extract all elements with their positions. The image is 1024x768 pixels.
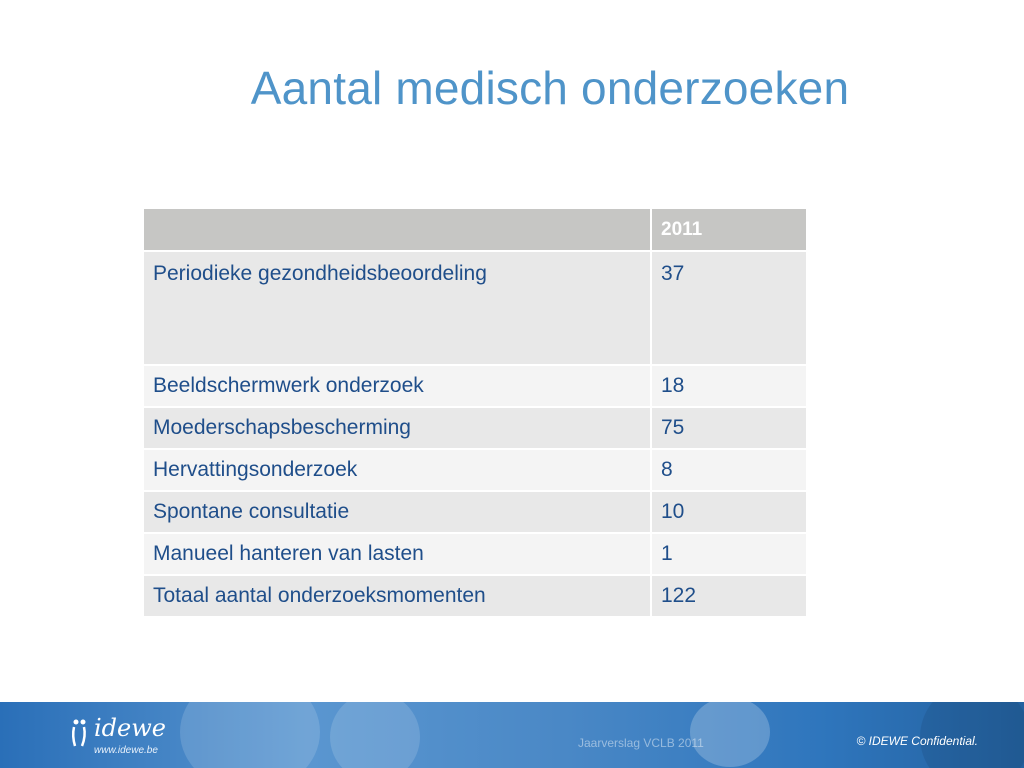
- table-row-total: [143, 575, 807, 617]
- row-value: 37: [651, 251, 807, 365]
- table-row: [143, 449, 807, 491]
- idewe-logo-icon: [70, 718, 90, 748]
- row-value: 122: [651, 575, 807, 617]
- logo-text: idewe: [94, 714, 166, 742]
- row-value: 75: [651, 407, 807, 449]
- slide-title: Aantal medisch onderzoeken: [250, 61, 850, 114]
- row-label: Periodieke gezondheidsbeoordeling: [143, 251, 651, 365]
- table-row: [143, 533, 807, 575]
- row-label: Hervattingsonderzoek: [143, 449, 651, 491]
- data-table: [142, 207, 808, 618]
- table-row: [143, 365, 807, 407]
- table-header-row: [143, 208, 807, 251]
- footer-photo-decoration: [690, 702, 770, 767]
- row-label: Beeldschermwerk onderzoek: [143, 365, 651, 407]
- table-header-year: 2011: [651, 208, 807, 251]
- row-label: Manueel hanteren van lasten: [143, 533, 651, 575]
- row-value: 8: [651, 449, 807, 491]
- row-value: 10: [651, 491, 807, 533]
- footer-photo-decoration: [180, 702, 320, 768]
- table-row: [143, 491, 807, 533]
- row-label: Totaal aantal onderzoeksmomenten: [143, 575, 651, 617]
- table-header-label: [143, 208, 651, 251]
- footer-photo-decoration: [330, 702, 420, 768]
- table-row: [143, 251, 807, 365]
- logo-url: www.idewe.be: [94, 745, 158, 756]
- footer-report-label: Jaarverslag VCLB 2011: [578, 736, 704, 750]
- footer-banner: [0, 702, 1024, 768]
- confidential-notice: © IDEWE Confidential.: [856, 734, 978, 748]
- table-row: [143, 407, 807, 449]
- row-label: Spontane consultatie: [143, 491, 651, 533]
- row-value: 18: [651, 365, 807, 407]
- row-label: Moederschapsbescherming: [143, 407, 651, 449]
- row-value: 1: [651, 533, 807, 575]
